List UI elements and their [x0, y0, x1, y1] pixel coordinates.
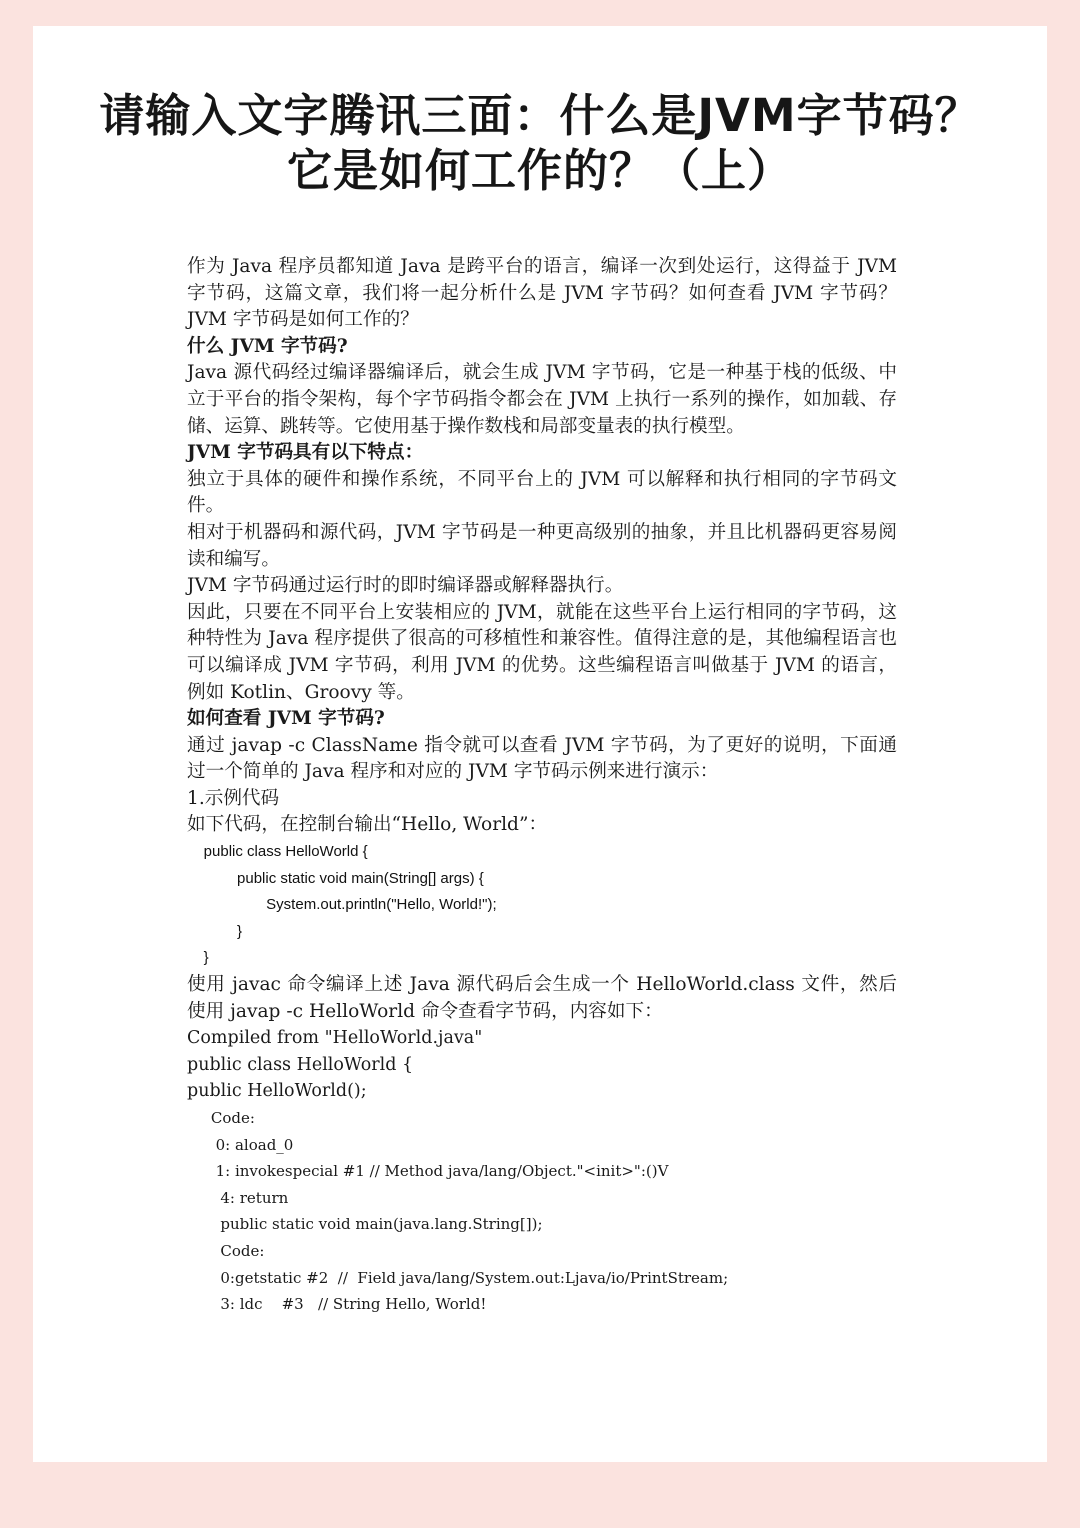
feature-item: JVM 字节码通过运行时的即时编译器或解释器执行。: [187, 575, 624, 597]
section-heading-view: 如何查看 JVM 字节码?: [187, 708, 385, 730]
code-line: public class HelloWorld {: [187, 843, 368, 861]
bytecode-block: [187, 1025, 897, 1318]
example-intro: 如下代码，在控制台输出“Hello, World”：: [187, 814, 548, 836]
bytecode-line: Code:: [187, 1241, 265, 1260]
article-title: [33, 88, 1047, 198]
article-page: [33, 26, 1047, 1462]
portability-paragraph: 因此，只要在不同平台上安装相应的 JVM，就能在这些平台上运行相同的字节码，这种特性为 Java 程序提供了很高的可移植性和兼容性。值得注意的是，其他编程语言也可以编译成 JVM 字节码，利用 JVM 的优势。这些编程语言叫做基于 JVM 的语言，例如 Kotlin、Groovy 等。: [187, 601, 897, 703]
feature-item: 独立于具体的硬件和操作系统，不同平台上的 JVM 可以解释和执行相同的字节码文件。: [187, 468, 897, 517]
code-line: public static void main(String[] args) {: [187, 869, 484, 887]
code-line: }: [187, 949, 209, 967]
section-heading-what: 什么 JVM 字节码?: [187, 335, 348, 357]
intro-paragraph: 作为 Java 程序员都知道 Java 是跨平台的语言，编译一次到处运行，这得益于 JVM 字节码，这篇文章，我们将一起分析什么是 JVM 字节码？如何查看 JVM 字节码？JVM 字节码是如何工作的？: [187, 256, 897, 331]
code-line: System.out.println("Hello, World!");: [187, 896, 497, 914]
bytecode-line: 0:getstatic #2 // Field java/lang/System.out:Ljava/io/PrintStream;: [187, 1268, 729, 1287]
title-line-2: 它是如何工作的？（上）: [286, 144, 793, 197]
example-label: 1.示例代码: [187, 787, 280, 809]
bytecode-line: public class HelloWorld {: [187, 1054, 414, 1075]
source-code-block: [187, 839, 897, 972]
bytecode-line: public HelloWorld();: [187, 1081, 367, 1102]
after-code-paragraph: 使用 javac 命令编译上述 Java 源代码后会生成一个 HelloWorld.class 文件，然后使用 javap -c HelloWorld 命令查看字节码，内容如下：: [187, 974, 897, 1022]
title-line-1: 请输入文字腾讯三面：什么是JVM字节码？: [99, 89, 981, 142]
view-paragraph: 通过 javap -c ClassName 指令就可以查看 JVM 字节码，为了更好的说明，下面通过一个简单的 Java 程序和对应的 JVM 字节码示例来进行演示：: [187, 734, 897, 783]
bytecode-line: public static void main(java.lang.String[]);: [187, 1215, 543, 1234]
code-line: }: [187, 922, 243, 940]
bytecode-line: Code:: [187, 1109, 255, 1127]
bytecode-line: 3: ldc #3 // String Hello, World!: [187, 1295, 487, 1314]
bytecode-line: 4: return: [187, 1188, 289, 1207]
article-body: [187, 254, 897, 1318]
bytecode-line: 0: aload_0: [187, 1135, 294, 1154]
feature-item: 相对于机器码和源代码，JVM 字节码是一种更高级别的抽象，并且比机器码更容易阅读和编写。: [187, 521, 897, 570]
bytecode-line: Compiled from "HelloWorld.java": [187, 1028, 483, 1049]
what-paragraph: Java 源代码经过编译器编译后，就会生成 JVM 字节码，它是一种基于栈的低级、中立于平台的指令架构，每个字节码指令都会在 JVM 上执行一系列的操作，如加载、存储、运算、跳转等。它使用基于操作数栈和局部变量表的执行模型。: [187, 362, 897, 437]
section-heading-features: JVM 字节码具有以下特点：: [187, 442, 424, 464]
bytecode-line: 1: invokespecial #1 // Method java/lang/Object."<init>":()V: [187, 1162, 669, 1181]
